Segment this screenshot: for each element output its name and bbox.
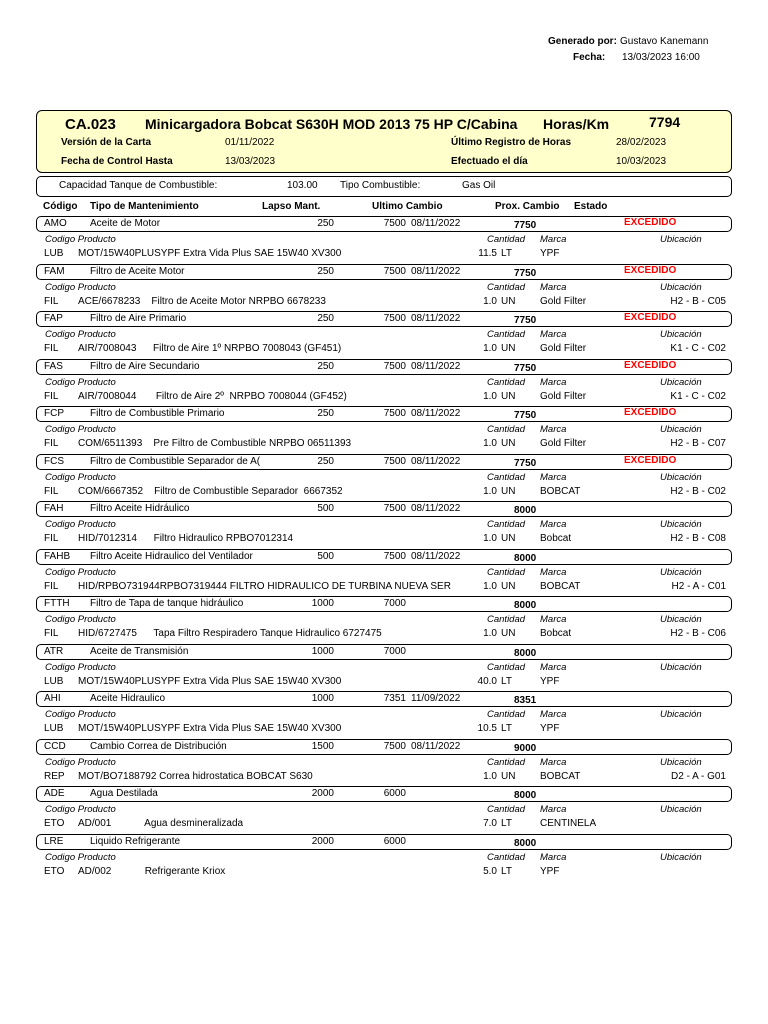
item-lapso: 2000	[311, 836, 334, 847]
item-code: FTTH	[44, 598, 70, 609]
item-marca: Gold Filter	[540, 391, 587, 402]
item-producto: HID/6727475 Tapa Filtro Respiradero Tanque Hidraulico 6727475	[78, 628, 382, 639]
item-unidad: UN	[501, 771, 516, 782]
codigo-producto-label: Codigo Producto	[45, 709, 116, 720]
item-cantidad: 1.0	[483, 343, 497, 354]
item-tipo: FIL	[44, 533, 59, 544]
marca-label: Marca	[540, 282, 567, 293]
marca-label: Marca	[540, 614, 567, 625]
item-marca: BOBCAT	[540, 486, 581, 497]
item-code: FAH	[44, 503, 64, 514]
item-marca: Bobcat	[540, 533, 572, 544]
item-code: FAHB	[44, 551, 71, 562]
item-ultimo-hs: 7000	[383, 646, 406, 657]
item-ultimo-fecha: 08/11/2022	[411, 361, 461, 372]
item-ultimo-fecha: 11/09/2022	[411, 693, 461, 704]
item-ubicacion: H2 - B - C06	[670, 628, 726, 639]
item-code: FAM	[44, 266, 65, 277]
item-ubicacion: D2 - A - G01	[670, 771, 726, 782]
ubicacion-label: Ubicación	[660, 567, 702, 578]
item-lapso: 1000	[311, 598, 334, 609]
item-cantidad: 1.0	[483, 391, 497, 402]
efectuado-value: 10/03/2023	[616, 156, 667, 167]
item-unidad: UN	[501, 533, 516, 544]
item-ubicacion: K1 - C - C02	[670, 391, 726, 402]
codigo-producto-label: Codigo Producto	[45, 757, 116, 768]
item-cantidad: 1.0	[483, 581, 497, 592]
item-name: Aceite Hidraulico	[90, 693, 166, 704]
control-value: 13/03/2023	[225, 156, 276, 167]
ubicacion-label: Ubicación	[660, 852, 702, 863]
ubicacion-label: Ubicación	[660, 282, 702, 293]
item-tipo: LUB	[44, 248, 64, 259]
item-prox: 7750	[514, 268, 537, 279]
col-tipo: Tipo de Mantenimiento	[90, 201, 199, 212]
machine-code: CA.023	[65, 116, 116, 133]
item-ubicacion: H2 - B - C02	[670, 486, 726, 497]
item-estado: EXCEDIDO	[624, 360, 677, 371]
item-lapso: 500	[317, 503, 334, 514]
item-name: Filtro de Aceite Motor	[90, 266, 185, 277]
item-ultimo-fecha: 08/11/2022	[411, 408, 461, 419]
item-producto: HID/7012314 Filtro Hidraulico RPBO7012314	[78, 533, 294, 544]
item-prox: 9000	[514, 743, 537, 754]
ubicacion-label: Ubicación	[660, 709, 702, 720]
item-marca: YPF	[540, 676, 560, 687]
item-ultimo-hs: 7500	[383, 408, 406, 419]
item-producto: AIR/7008043 Filtro de Aire 1º NRPBO 7008043 (GF451)	[78, 343, 342, 354]
item-prox: 7750	[514, 363, 537, 374]
item-cantidad: 7.0	[483, 818, 497, 829]
item-ultimo-fecha: 08/11/2022	[411, 266, 461, 277]
codigo-producto-label: Codigo Producto	[45, 377, 116, 388]
item-prox: 8351	[514, 695, 537, 706]
item-prox: 8000	[514, 838, 537, 849]
item-name: Aceite de Motor	[90, 218, 161, 229]
marca-label: Marca	[540, 472, 567, 483]
item-cantidad: 1.0	[483, 438, 497, 449]
item-prox: 7750	[514, 458, 537, 469]
codigo-producto-label: Codigo Producto	[45, 234, 116, 245]
item-name: Filtro de Aire Primario	[90, 313, 187, 324]
ubicacion-label: Ubicación	[660, 234, 702, 245]
generado-por-label: Generado por:	[548, 36, 617, 47]
col-ultimo: Ultimo Cambio	[372, 201, 443, 212]
marca-label: Marca	[540, 757, 567, 768]
item-cantidad: 1.0	[483, 296, 497, 307]
item-marca: CENTINELA	[540, 818, 597, 829]
item-prox: 8000	[514, 505, 537, 516]
item-producto: ACE/6678233 Filtro de Aceite Motor NRPBO 6678233	[78, 296, 326, 307]
item-marca: Gold Filter	[540, 296, 587, 307]
item-name: Agua Destilada	[90, 788, 158, 799]
marca-label: Marca	[540, 709, 567, 720]
item-ultimo-hs: 7500	[383, 456, 406, 467]
item-unidad: LT	[501, 866, 512, 877]
item-ultimo-hs: 7500	[383, 218, 406, 229]
item-producto: AD/002 Refrigerante Kriox	[78, 866, 226, 877]
item-code: FAS	[44, 361, 63, 372]
item-tipo: FIL	[44, 628, 59, 639]
cantidad-label: Cantidad	[487, 424, 526, 435]
item-ubicacion: H2 - B - C05	[670, 296, 726, 307]
item-lapso: 250	[317, 313, 334, 324]
item-estado: EXCEDIDO	[624, 312, 677, 323]
marca-label: Marca	[540, 519, 567, 530]
item-ultimo-hs: 7500	[383, 313, 406, 324]
cantidad-label: Cantidad	[487, 804, 526, 815]
ubicacion-label: Ubicación	[660, 662, 702, 673]
item-lapso: 250	[317, 456, 334, 467]
fecha-label: Fecha:	[573, 52, 606, 63]
item-tipo: ETO	[44, 866, 65, 877]
capacidad-value: 103.00	[287, 180, 318, 191]
ubicacion-label: Ubicación	[660, 329, 702, 340]
item-name: Filtro de Combustible Separador de A(	[90, 456, 260, 467]
item-estado: EXCEDIDO	[624, 217, 677, 228]
item-tipo: FIL	[44, 581, 59, 592]
col-codigo: Código	[43, 201, 78, 212]
item-ultimo-hs: 7351	[383, 693, 406, 704]
item-ultimo-hs: 7500	[383, 361, 406, 372]
item-cantidad: 1.0	[483, 771, 497, 782]
cantidad-label: Cantidad	[487, 709, 526, 720]
item-prox: 8000	[514, 600, 537, 611]
item-lapso: 250	[317, 408, 334, 419]
item-lapso: 1000	[311, 646, 334, 657]
item-unidad: LT	[501, 818, 512, 829]
codigo-producto-label: Codigo Producto	[45, 329, 116, 340]
item-ultimo-fecha: 08/11/2022	[411, 456, 461, 467]
item-producto: COM/6667352 Filtro de Combustible Separador 6667352	[78, 486, 343, 497]
item-code: FCP	[44, 408, 64, 419]
item-code: AMO	[44, 218, 67, 229]
cantidad-label: Cantidad	[487, 757, 526, 768]
item-estado: EXCEDIDO	[624, 455, 677, 466]
item-marca: Bobcat	[540, 628, 572, 639]
item-cantidad: 40.0	[477, 676, 497, 687]
machine-title: Minicargadora Bobcat S630H MOD 2013 75 HP C/Cabina	[145, 116, 518, 132]
item-lapso: 2000	[311, 788, 334, 799]
item-tipo: FIL	[44, 438, 59, 449]
marca-label: Marca	[540, 329, 567, 340]
codigo-producto-label: Codigo Producto	[45, 614, 116, 625]
version-value: 01/11/2022	[225, 137, 275, 148]
item-marca: BOBCAT	[540, 771, 581, 782]
item-unidad: UN	[501, 343, 516, 354]
codigo-producto-label: Codigo Producto	[45, 519, 116, 530]
cantidad-label: Cantidad	[487, 852, 526, 863]
item-lapso: 250	[317, 266, 334, 277]
item-producto: MOT/15W40PLUSYPF Extra Vida Plus SAE 15W40 XV300	[78, 723, 342, 734]
item-tipo: FIL	[44, 343, 59, 354]
item-name: Filtro de Tapa de tanque hidráulico	[90, 598, 244, 609]
item-estado: EXCEDIDO	[624, 407, 677, 418]
ubicacion-label: Ubicación	[660, 377, 702, 388]
item-unidad: LT	[501, 723, 512, 734]
marca-label: Marca	[540, 377, 567, 388]
item-code: ATR	[44, 646, 64, 657]
item-code: FAP	[44, 313, 63, 324]
item-estado: EXCEDIDO	[624, 265, 677, 276]
item-tipo: REP	[44, 771, 65, 782]
item-name: Filtro de Aire Secundario	[90, 361, 200, 372]
fecha-value: 13/03/2023 16:00	[622, 52, 700, 63]
item-ultimo-fecha: 08/11/2022	[411, 551, 461, 562]
horas-value: 7794	[649, 114, 681, 130]
item-ubicacion: H2 - A - C01	[671, 581, 726, 592]
item-name: Filtro Aceite Hidraulico del Ventilador	[90, 551, 253, 562]
codigo-producto-label: Codigo Producto	[45, 852, 116, 863]
cantidad-label: Cantidad	[487, 329, 526, 340]
item-unidad: UN	[501, 296, 516, 307]
codigo-producto-label: Codigo Producto	[45, 662, 116, 673]
item-unidad: UN	[501, 438, 516, 449]
codigo-producto-label: Codigo Producto	[45, 472, 116, 483]
item-prox: 8000	[514, 790, 537, 801]
item-cantidad: 1.0	[483, 628, 497, 639]
marca-label: Marca	[540, 852, 567, 863]
item-producto: AD/001 Agua desmineralizada	[78, 818, 244, 829]
item-ultimo-fecha: 08/11/2022	[411, 218, 461, 229]
item-unidad: UN	[501, 391, 516, 402]
item-cantidad: 5.0	[483, 866, 497, 877]
item-producto: MOT/BO7188792 Correa hidrostatica BOBCAT S630	[78, 771, 313, 782]
item-code: CCD	[44, 741, 66, 752]
item-name: Filtro de Combustible Primario	[90, 408, 225, 419]
cantidad-label: Cantidad	[487, 472, 526, 483]
ubicacion-label: Ubicación	[660, 804, 702, 815]
item-ultimo-hs: 7500	[383, 503, 406, 514]
item-producto: COM/6511393 Pre Filtro de Combustible NRPBO 06511393	[78, 438, 352, 449]
item-ultimo-fecha: 08/11/2022	[411, 741, 461, 752]
cantidad-label: Cantidad	[487, 377, 526, 388]
item-marca: BOBCAT	[540, 581, 581, 592]
item-unidad: UN	[501, 628, 516, 639]
item-ultimo-hs: 7000	[383, 598, 406, 609]
codigo-producto-label: Codigo Producto	[45, 567, 116, 578]
item-ultimo-hs: 7500	[383, 266, 406, 277]
item-prox: 8000	[514, 553, 537, 564]
item-code: FCS	[44, 456, 64, 467]
item-unidad: LT	[501, 676, 512, 687]
cantidad-label: Cantidad	[487, 614, 526, 625]
ubicacion-label: Ubicación	[660, 472, 702, 483]
efectuado-label: Efectuado el día	[451, 156, 528, 167]
item-tipo: FIL	[44, 486, 59, 497]
codigo-producto-label: Codigo Producto	[45, 804, 116, 815]
item-lapso: 1500	[311, 741, 334, 752]
ultimo-registro-label: Último Registro de Horas	[451, 137, 572, 148]
item-prox: 8000	[514, 648, 537, 659]
item-cantidad: 11.5	[478, 248, 497, 259]
ubicacion-label: Ubicación	[660, 757, 702, 768]
item-name: Liquido Refrigerante	[90, 836, 181, 847]
ultimo-registro-value: 28/02/2023	[616, 137, 667, 148]
item-tipo: LUB	[44, 676, 64, 687]
control-label: Fecha de Control Hasta	[61, 156, 173, 167]
item-code: AHI	[44, 693, 61, 704]
item-producto: AIR/7008044 Filtro de Aire 2º NRPBO 7008044 (GF452)	[78, 391, 347, 402]
tipo-combustible-value: Gas Oil	[462, 180, 496, 191]
capacidad-label: Capacidad Tanque de Combustible:	[59, 180, 218, 191]
horas-label: Horas/Km	[543, 116, 610, 132]
item-cantidad: 10.5	[477, 723, 497, 734]
item-code: LRE	[44, 836, 64, 847]
item-producto: HID/RPBO731944RPBO7319444 FILTRO HIDRAULICO DE TURBINA NUEVA SER	[78, 581, 451, 592]
item-ultimo-hs: 7500	[383, 551, 406, 562]
item-tipo: FIL	[44, 296, 59, 307]
item-marca: Gold Filter	[540, 438, 587, 449]
item-marca: YPF	[540, 248, 560, 259]
item-producto: MOT/15W40PLUSYPF Extra Vida Plus SAE 15W40 XV300	[78, 676, 342, 687]
cantidad-label: Cantidad	[487, 662, 526, 673]
cantidad-label: Cantidad	[487, 282, 526, 293]
item-unidad: UN	[501, 486, 516, 497]
item-tipo: LUB	[44, 723, 64, 734]
item-ultimo-hs: 7500	[383, 741, 406, 752]
ubicacion-label: Ubicación	[660, 519, 702, 530]
item-lapso: 250	[317, 218, 334, 229]
item-prox: 7750	[514, 410, 537, 421]
item-ultimo-fecha: 08/11/2022	[411, 313, 461, 324]
generado-por-value: Gustavo Kanemann	[620, 36, 709, 47]
item-producto: MOT/15W40PLUSYPF Extra Vida Plus SAE 15W40 XV300	[78, 248, 342, 259]
item-name: Filtro Aceite Hidráulico	[90, 503, 190, 514]
item-cantidad: 1.0	[483, 486, 497, 497]
item-prox: 7750	[514, 315, 537, 326]
item-prox: 7750	[514, 220, 537, 231]
item-cantidad: 1.0	[483, 533, 497, 544]
codigo-producto-label: Codigo Producto	[45, 282, 116, 293]
cantidad-label: Cantidad	[487, 519, 526, 530]
col-estado: Estado	[574, 201, 608, 212]
item-ultimo-fecha: 08/11/2022	[411, 503, 461, 514]
item-marca: Gold Filter	[540, 343, 587, 354]
item-tipo: FIL	[44, 391, 59, 402]
cantidad-label: Cantidad	[487, 567, 526, 578]
marca-label: Marca	[540, 804, 567, 815]
marca-label: Marca	[540, 234, 567, 245]
item-ubicacion: K1 - C - C02	[670, 343, 726, 354]
ubicacion-label: Ubicación	[660, 614, 702, 625]
item-name: Cambio Correa de Distribución	[90, 741, 227, 752]
item-unidad: LT	[501, 248, 512, 259]
ubicacion-label: Ubicación	[660, 424, 702, 435]
item-ubicacion: H2 - B - C07	[670, 438, 726, 449]
codigo-producto-label: Codigo Producto	[45, 424, 116, 435]
marca-label: Marca	[540, 567, 567, 578]
item-lapso: 250	[317, 361, 334, 372]
cantidad-label: Cantidad	[487, 234, 526, 245]
item-ubicacion: H2 - B - C08	[670, 533, 726, 544]
marca-label: Marca	[540, 424, 567, 435]
item-marca: YPF	[540, 866, 560, 877]
item-lapso: 500	[317, 551, 334, 562]
item-code: ADE	[44, 788, 65, 799]
marca-label: Marca	[540, 662, 567, 673]
item-unidad: UN	[501, 581, 516, 592]
col-lapso: Lapso Mant.	[262, 201, 321, 212]
tipo-combustible-label: Tipo Combustible:	[340, 180, 421, 191]
item-lapso: 1000	[311, 693, 334, 704]
col-prox: Prox. Cambio	[495, 201, 560, 212]
item-name: Aceite de Transmisión	[90, 646, 189, 657]
version-label: Versión de la Carta	[61, 137, 152, 148]
item-ultimo-hs: 6000	[383, 836, 406, 847]
item-tipo: ETO	[44, 818, 65, 829]
item-marca: YPF	[540, 723, 560, 734]
item-ultimo-hs: 6000	[383, 788, 406, 799]
